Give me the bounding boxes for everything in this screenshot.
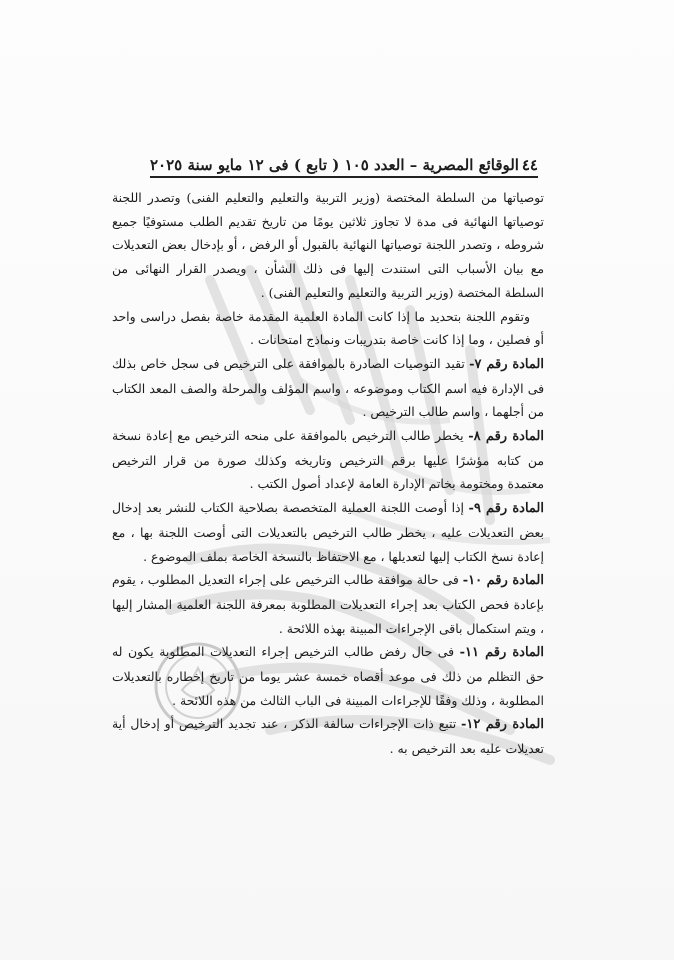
body-paragraph: توصياتها من السلطة المختصة (وزير التربية والتعليم والتعليم الفنى) وتصدر اللجنة توصياتها النهائية فى مدة لا تجاوز ثلاثين يومًا من تاريخ تقديم الطلب مستوفيًا جميع شروطه ، وتصدر اللجنة توصياتها النهائية بالقبول أو الرفض ، أو بإدخال بعض التعديلات مع بيان الأسباب التى استندت إليها فى ذلك الشأن ، ويصدر القرار النهائى من السلطة المختصة (وزير التربية والتعليم والتعليم الفنى) . — [112, 190, 544, 300]
article-label: المادة رقم ١٠- — [462, 573, 544, 589]
article-text: فى حال رفض طالب الترخيص إجراء التعديلات المطلوبة يكون له حق التظلم من ذلك فى موعد أقصاه خمسة عشر يوما من تاريخ إخطاره بالتعديلات المطلوبة ، وذلك وفقًا للإجراءات المبينة فى الباب الثالث من هذه اللائحة . — [112, 644, 544, 708]
running-title: الوقائع المصرية – العدد ١٠٥ ( تابع ) فى ١٢ مايو سنة ٢٠٢٥ — [150, 156, 519, 174]
article-label: المادة رقم ١١- — [459, 645, 544, 661]
article-paragraph — [112, 640, 544, 712]
article-label: المادة رقم ٩- — [468, 501, 544, 517]
document-body — [112, 186, 544, 761]
article-paragraph — [112, 568, 544, 640]
header-rule — [150, 176, 538, 178]
article-label: المادة رقم ٨- — [468, 429, 544, 445]
article-text: يخطر طالب الترخيص بالموافقة على منحه الترخيص مع إعادة نسخة من كتابه مؤشرًا عليها برقم الترخيص وتاريخه وكذلك صورة من قرار الترخيص معتمدة ومختومة بخاتم الإدارة العامة لإعداد أصول الكتب . — [112, 428, 544, 492]
running-header — [150, 148, 538, 174]
article-paragraph — [112, 352, 544, 424]
article-text: تتبع ذات الإجراءات سالفة الذكر ، عند تجديد الترخيص أو إدخال أية تعديلات عليه بعد الترخيص به . — [112, 716, 544, 757]
article-paragraph — [112, 712, 544, 760]
article-text: تقيد التوصيات الصادرة بالموافقة على الترخيص فى سجل خاص بذلك فى الإدارة فيه اسم الكتاب وموضوعه ، واسم المؤلف والمرحلة والصف المعد الكتاب من أجلهما ، واسم طالب الترخيص . — [112, 355, 544, 420]
article-paragraph — [112, 496, 544, 568]
article-text: إذا أوصت اللجنة العملية المتخصصة بصلاحية الكتاب للنشر بعد إدخال بعض التعديلات عليه ، يخطر طالب الترخيص بالتعديلات التى أوصت اللجنة بها ، مع إعادة نسخ الكتاب إليها لتعديلها ، مع الاحتفاظ بالنسخة الخاصة بملف الموضوع . — [112, 500, 544, 564]
body-paragraph: وتقوم اللجنة بتحديد ما إذا كانت المادة العلمية المقدمة خاصة بفصل دراسى واحد أو فصلين ، وما إذا كانت خاصة بتدريبات ونماذج امتحانات . — [112, 308, 544, 348]
page-number: ٤٤ — [521, 156, 538, 174]
article-paragraph — [112, 424, 544, 496]
article-text: فى حالة موافقة طالب الترخيص على إجراء التعديل المطلوب ، يقوم بإعادة فحص الكتاب بعد إجراء التعديلات المطلوبة بمعرفة اللجنة العلمية المشار إليها ، ويتم استكمال باقى الإجراءات المبينة بهذه اللائحة . — [112, 572, 544, 636]
article-label: المادة رقم ١٢- — [461, 717, 544, 733]
article-label: المادة رقم ٧- — [469, 356, 544, 372]
